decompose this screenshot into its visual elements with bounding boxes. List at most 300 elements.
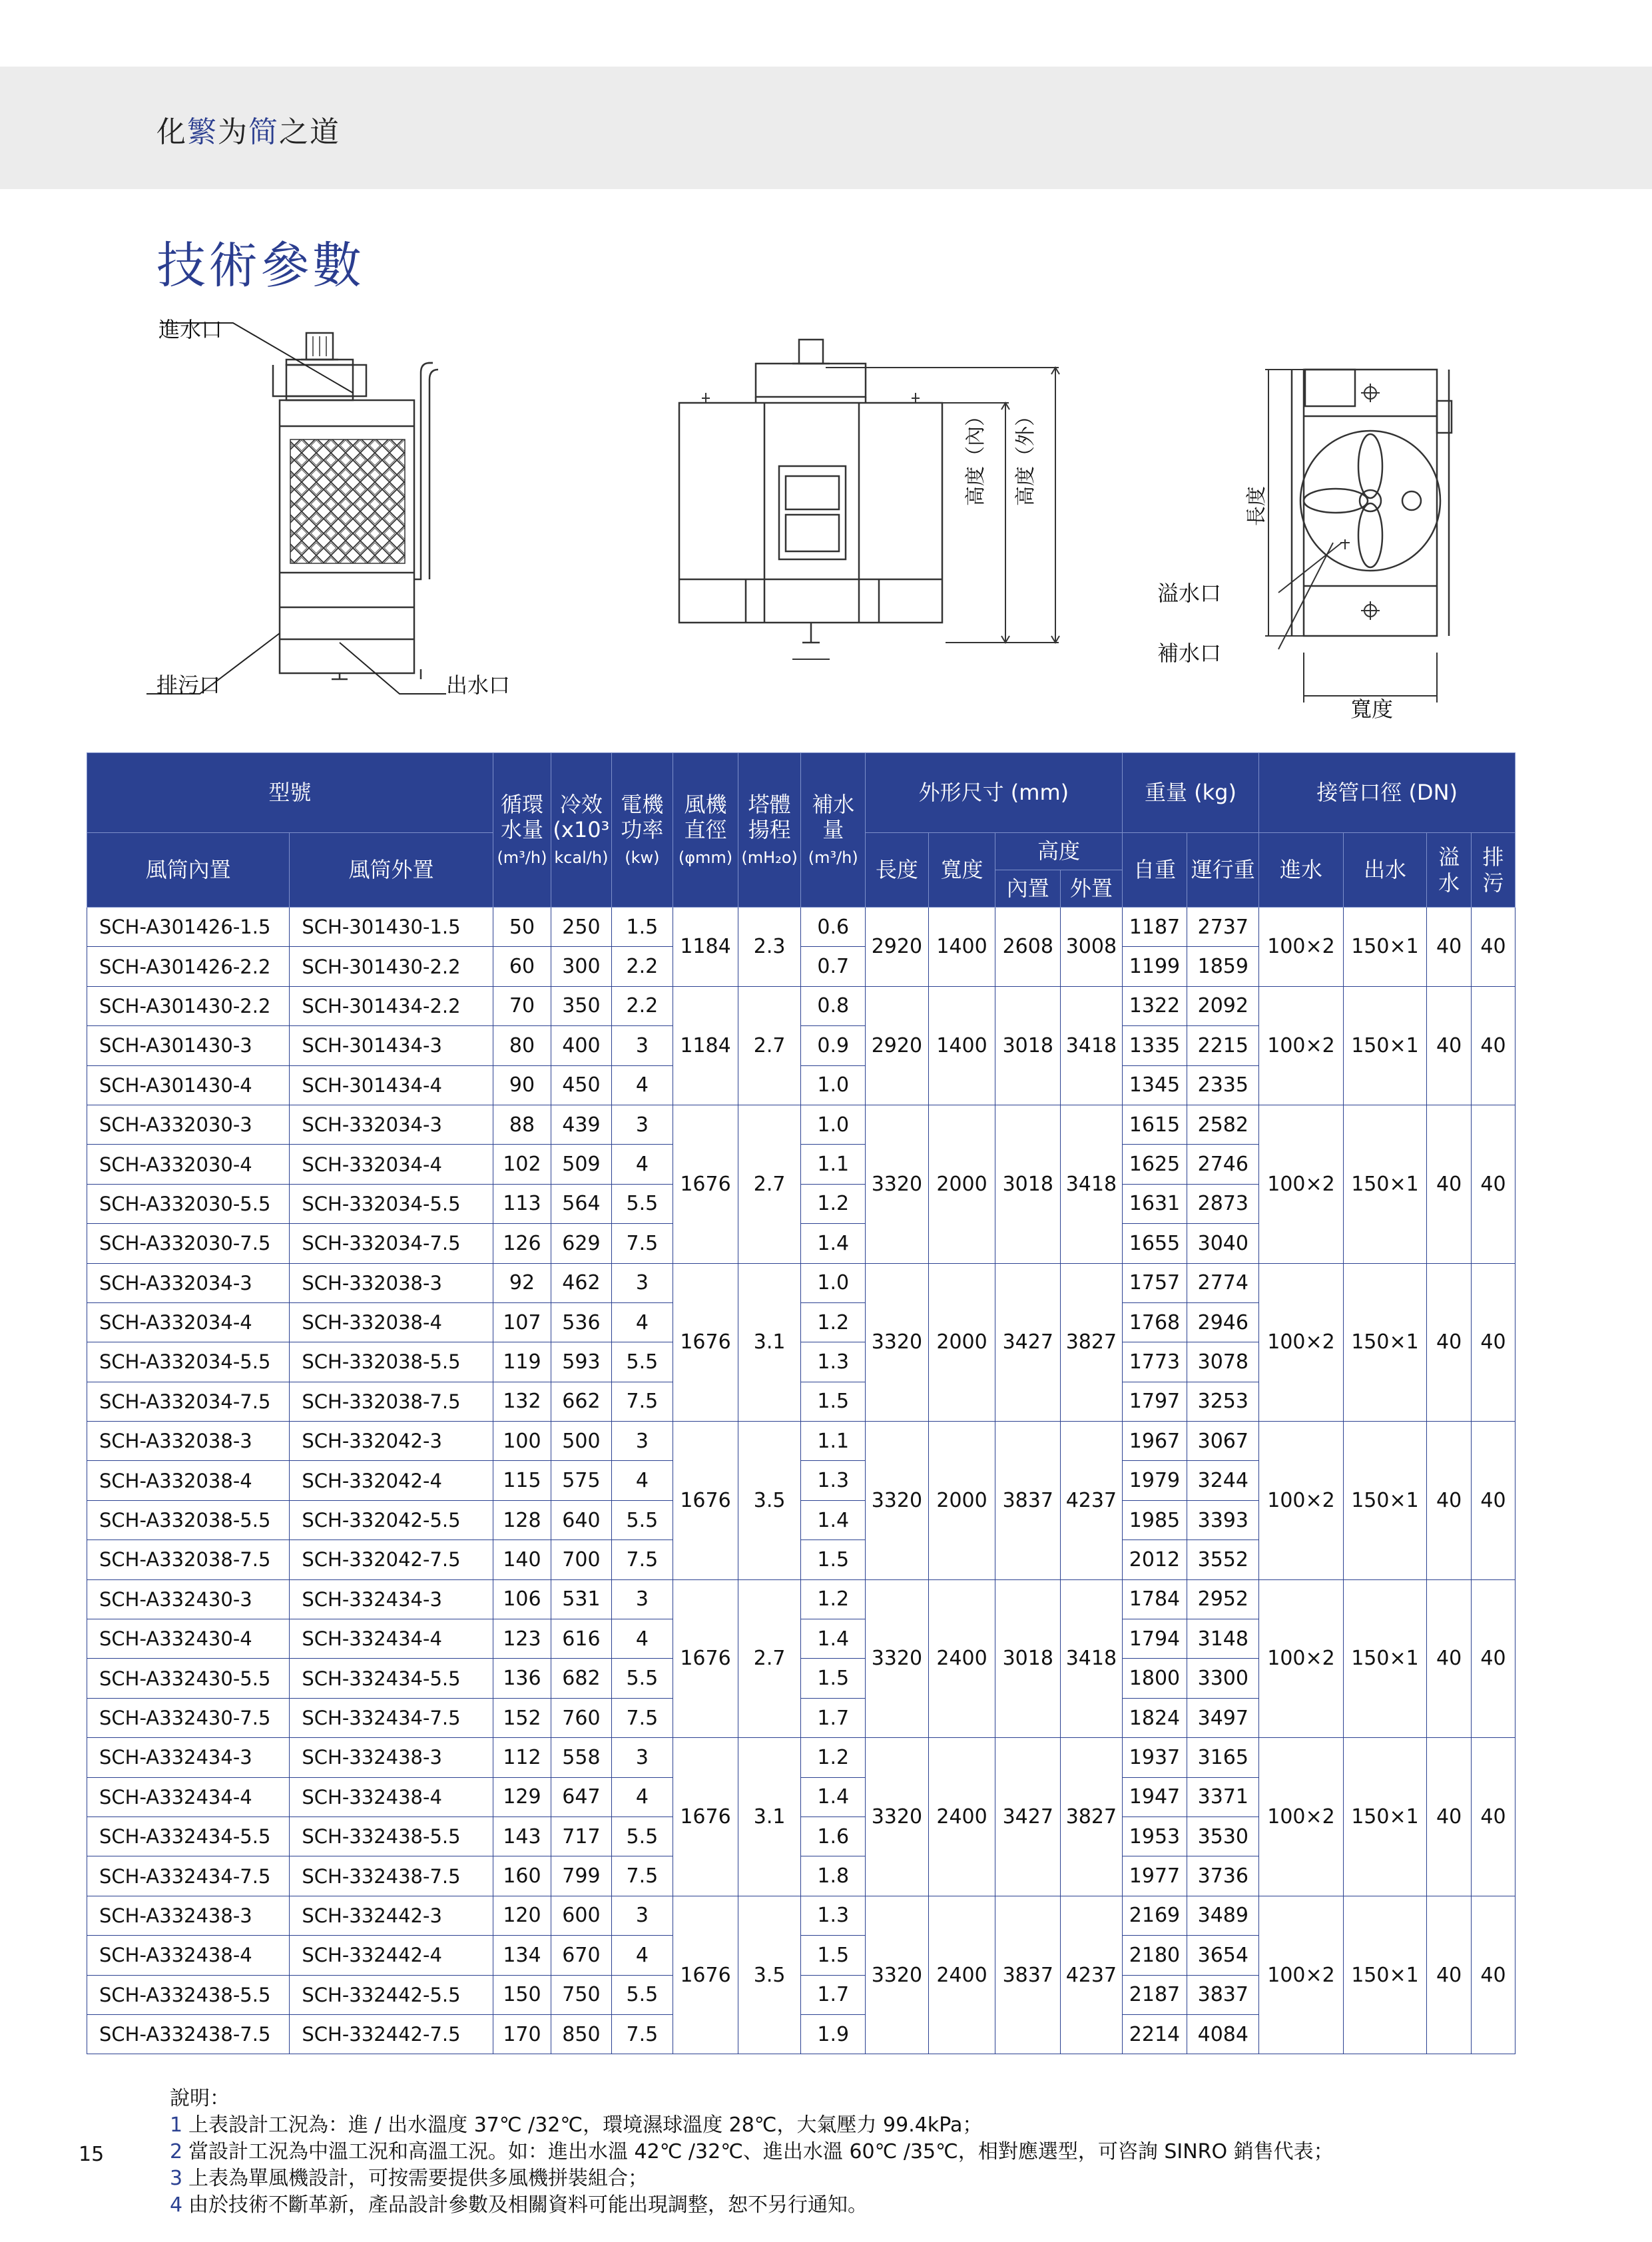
- cell-cooling: 670: [551, 1936, 611, 1975]
- th-height-in: 內置: [995, 870, 1061, 908]
- cell-makeup: 1.3: [801, 1896, 866, 1935]
- cell-model-inner: SCH-A332430-5.5: [87, 1659, 290, 1698]
- cell-fan: 1676: [673, 1738, 738, 1896]
- cell-makeup: 1.2: [801, 1302, 866, 1342]
- cell-motor: 4: [611, 1619, 673, 1659]
- cell-model-outer: SCH-332442-3: [290, 1896, 493, 1935]
- cell-model-inner: SCH-A332030-5.5: [87, 1184, 290, 1223]
- cell-op-weight: 2335: [1187, 1065, 1259, 1105]
- cell-self-weight: 1615: [1122, 1105, 1187, 1144]
- cell-self-weight: 1800: [1122, 1659, 1187, 1698]
- overflow-label: 溢水口: [1157, 581, 1222, 606]
- cell-flow: 102: [493, 1145, 551, 1184]
- cell-op-weight: 3253: [1187, 1382, 1259, 1421]
- cell-model-outer: SCH-332042-4: [290, 1461, 493, 1500]
- cell-flow: 113: [493, 1184, 551, 1223]
- cell-cooling: 462: [551, 1263, 611, 1302]
- cell-height-out: 3008: [1061, 908, 1123, 987]
- cell-flow: 152: [493, 1698, 551, 1737]
- cell-cooling: 750: [551, 1975, 611, 2014]
- cell-cooling: 250: [551, 908, 611, 947]
- cell-model-outer: SCH-332034-3: [290, 1105, 493, 1144]
- cell-makeup: 1.3: [801, 1342, 866, 1382]
- cell-length: 3320: [866, 1263, 929, 1422]
- cell-height-out: 3827: [1061, 1738, 1123, 1896]
- cell-cooling: 629: [551, 1224, 611, 1263]
- cell-op-weight: 2746: [1187, 1145, 1259, 1184]
- cell-height-out: 3418: [1061, 1579, 1123, 1738]
- cell-cooling: 600: [551, 1896, 611, 1935]
- table-row: [87, 1263, 1515, 1302]
- cell-flow: 100: [493, 1422, 551, 1461]
- cell-motor: 7.5: [611, 1540, 673, 1579]
- table-row: [87, 1422, 1515, 1461]
- cell-height-in: 3427: [995, 1738, 1061, 1896]
- cell-motor: 5.5: [611, 1975, 673, 2014]
- cell-makeup: 1.9: [801, 2014, 866, 2054]
- cell-makeup: 1.5: [801, 1659, 866, 1698]
- cell-pipe-drain: 40: [1472, 986, 1515, 1105]
- cell-cooling: 500: [551, 1422, 611, 1461]
- cell-width: 2000: [928, 1105, 995, 1263]
- cell-model-outer: SCH-301434-2.2: [290, 986, 493, 1025]
- cell-flow: 134: [493, 1936, 551, 1975]
- th-pipe-out: 出水: [1343, 833, 1426, 908]
- cell-self-weight: 1322: [1122, 986, 1187, 1025]
- cell-flow: 115: [493, 1461, 551, 1500]
- cell-op-weight: 2737: [1187, 908, 1259, 947]
- cell-makeup: 1.2: [801, 1738, 866, 1777]
- cell-flow: 170: [493, 2014, 551, 2054]
- cell-op-weight: 3300: [1187, 1659, 1259, 1698]
- cell-makeup: 1.8: [801, 1856, 866, 1896]
- cell-model-inner: SCH-A332438-5.5: [87, 1975, 290, 2014]
- cell-self-weight: 1757: [1122, 1263, 1187, 1302]
- cell-motor: 7.5: [611, 1224, 673, 1263]
- cell-flow: 128: [493, 1500, 551, 1540]
- spec-table: [87, 752, 1515, 2054]
- cell-self-weight: 1345: [1122, 1065, 1187, 1105]
- cell-pipe-out: 150×1: [1343, 986, 1426, 1105]
- cell-cooling: 564: [551, 1184, 611, 1223]
- cell-flow: 112: [493, 1738, 551, 1777]
- cell-pipe-overflow: 40: [1427, 1105, 1472, 1263]
- note-item: 2 當設計工況為中溫工況和高溫工況。如：進出水溫 42℃ /32℃、進出水溫 60℃ /35℃，相對應選型，可咨詢 SINRO 銷售代表；: [170, 2140, 1334, 2163]
- cell-head: 3.5: [738, 1422, 801, 1580]
- cell-pipe-overflow: 40: [1427, 1263, 1472, 1422]
- cell-self-weight: 1947: [1122, 1777, 1187, 1817]
- cell-makeup: 1.0: [801, 1065, 866, 1105]
- cell-makeup: 0.7: [801, 947, 866, 986]
- length-label: 長度: [1245, 486, 1268, 526]
- note-item: 4 由於技術不斷革新，產品設計參數及相關資料可能出現調整，恕不另行通知。: [170, 2193, 868, 2217]
- cell-motor: 3: [611, 1896, 673, 1935]
- cell-flow: 60: [493, 947, 551, 986]
- cell-cooling: 662: [551, 1382, 611, 1421]
- height-outer-label: 高度（外）: [1014, 406, 1037, 506]
- cell-model-outer: SCH-301434-4: [290, 1065, 493, 1105]
- cell-model-outer: SCH-332034-4: [290, 1145, 493, 1184]
- section-title: 技術參數: [156, 237, 364, 294]
- cell-motor: 1.5: [611, 908, 673, 947]
- cell-flow: 150: [493, 1975, 551, 2014]
- cell-head: 2.7: [738, 986, 801, 1105]
- cell-model-outer: SCH-332038-5.5: [290, 1342, 493, 1382]
- cell-width: 2000: [928, 1263, 995, 1422]
- cell-model-inner: SCH-A332438-4: [87, 1936, 290, 1975]
- cell-flow: 132: [493, 1382, 551, 1421]
- note-item: 1 上表設計工況為：進 / 出水溫度 37℃ /32℃，環境濕球溫度 28℃，大氣壓力 99.4kPa；: [170, 2113, 983, 2137]
- th-fan: 風機直徑 (φmm): [673, 753, 738, 908]
- cell-self-weight: 2180: [1122, 1936, 1187, 1975]
- cell-model-inner: SCH-A332030-4: [87, 1145, 290, 1184]
- cell-pipe-in: 100×2: [1259, 1579, 1343, 1738]
- cell-self-weight: 1768: [1122, 1302, 1187, 1342]
- cell-head: 3.1: [738, 1738, 801, 1896]
- th-pipe: 接管口徑 (DN): [1259, 753, 1515, 833]
- cell-makeup: 1.2: [801, 1579, 866, 1619]
- cell-model-inner: SCH-A332038-5.5: [87, 1500, 290, 1540]
- cell-cooling: 509: [551, 1145, 611, 1184]
- cell-makeup: 1.1: [801, 1422, 866, 1461]
- cell-model-outer: SCH-332434-3: [290, 1579, 493, 1619]
- cell-pipe-overflow: 40: [1427, 1896, 1472, 2054]
- cell-cooling: 700: [551, 1540, 611, 1579]
- cell-model-outer: SCH-301430-2.2: [290, 947, 493, 986]
- cell-model-outer: SCH-332042-5.5: [290, 1500, 493, 1540]
- cell-model-inner: SCH-A301426-1.5: [87, 908, 290, 947]
- th-width: 寬度: [928, 833, 995, 908]
- cell-cooling: 400: [551, 1026, 611, 1065]
- cell-model-outer: SCH-332034-7.5: [290, 1224, 493, 1263]
- cell-makeup: 1.4: [801, 1500, 866, 1540]
- cell-cooling: 850: [551, 2014, 611, 2054]
- cell-width: 1400: [928, 908, 995, 987]
- side-view-diagram: [133, 306, 506, 706]
- cell-flow: 136: [493, 1659, 551, 1698]
- th-length: 長度: [866, 833, 929, 908]
- cell-pipe-overflow: 40: [1427, 1738, 1472, 1896]
- th-pipe-overflow: 溢水: [1427, 833, 1472, 908]
- cell-length: 3320: [866, 1738, 929, 1896]
- cell-makeup: 1.5: [801, 1936, 866, 1975]
- cell-model-inner: SCH-A301426-2.2: [87, 947, 290, 986]
- cell-pipe-drain: 40: [1472, 1896, 1515, 2054]
- cell-model-inner: SCH-A332038-7.5: [87, 1540, 290, 1579]
- cell-head: 3.1: [738, 1263, 801, 1422]
- table-row: [87, 986, 1515, 1025]
- cell-motor: 7.5: [611, 1698, 673, 1737]
- cell-fan: 1676: [673, 1422, 738, 1580]
- cell-model-outer: SCH-332038-4: [290, 1302, 493, 1342]
- table-row: [87, 908, 1515, 947]
- cell-width: 2400: [928, 1579, 995, 1738]
- cell-flow: 88: [493, 1105, 551, 1144]
- cell-self-weight: 1967: [1122, 1422, 1187, 1461]
- cell-op-weight: 1859: [1187, 947, 1259, 986]
- cell-model-outer: SCH-332434-4: [290, 1619, 493, 1659]
- cell-flow: 160: [493, 1856, 551, 1896]
- cell-model-inner: SCH-A332438-3: [87, 1896, 290, 1935]
- cell-model-outer: SCH-332042-7.5: [290, 1540, 493, 1579]
- cell-height-in: 3018: [995, 986, 1061, 1105]
- cell-height-out: 4237: [1061, 1422, 1123, 1580]
- cell-makeup: 1.7: [801, 1698, 866, 1737]
- cell-pipe-out: 150×1: [1343, 1738, 1426, 1896]
- cell-motor: 3: [611, 1026, 673, 1065]
- cell-flow: 50: [493, 908, 551, 947]
- cell-motor: 5.5: [611, 1659, 673, 1698]
- cell-height-out: 4237: [1061, 1896, 1123, 2054]
- cell-fan: 1676: [673, 1579, 738, 1738]
- cell-self-weight: 1655: [1122, 1224, 1187, 1263]
- cell-makeup: 1.1: [801, 1145, 866, 1184]
- cell-pipe-in: 100×2: [1259, 1105, 1343, 1263]
- cell-motor: 7.5: [611, 1856, 673, 1896]
- cell-model-outer: SCH-332438-3: [290, 1738, 493, 1777]
- cell-model-inner: SCH-A332038-4: [87, 1461, 290, 1500]
- cell-op-weight: 3393: [1187, 1500, 1259, 1540]
- cell-pipe-out: 150×1: [1343, 1105, 1426, 1263]
- cell-cooling: 647: [551, 1777, 611, 1817]
- cell-op-weight: 3654: [1187, 1936, 1259, 1975]
- cell-makeup: 0.9: [801, 1026, 866, 1065]
- cell-fan: 1676: [673, 1896, 738, 2054]
- cell-makeup: 1.4: [801, 1224, 866, 1263]
- cell-cooling: 300: [551, 947, 611, 986]
- cell-self-weight: 1335: [1122, 1026, 1187, 1065]
- cell-model-inner: SCH-A332030-3: [87, 1105, 290, 1144]
- cell-model-inner: SCH-A332034-3: [87, 1263, 290, 1302]
- table-row: [87, 1738, 1515, 1777]
- cell-flow: 120: [493, 1896, 551, 1935]
- cell-height-in: 3837: [995, 1896, 1061, 2054]
- cell-model-outer: SCH-332434-7.5: [290, 1698, 493, 1737]
- cell-head: 3.5: [738, 1896, 801, 2054]
- makeup-label: 補水口: [1157, 641, 1222, 666]
- cell-width: 1400: [928, 986, 995, 1105]
- cell-flow: 143: [493, 1817, 551, 1856]
- cell-model-outer: SCH-332038-7.5: [290, 1382, 493, 1421]
- cell-pipe-in: 100×2: [1259, 1896, 1343, 2054]
- cell-flow: 70: [493, 986, 551, 1025]
- table-row: [87, 1896, 1515, 1935]
- cell-motor: 5.5: [611, 1342, 673, 1382]
- th-model-inner: 風筒內置: [87, 833, 290, 908]
- th-head: 塔體揚程 (mH₂o): [738, 753, 801, 908]
- cell-pipe-drain: 40: [1472, 1263, 1515, 1422]
- cell-motor: 5.5: [611, 1184, 673, 1223]
- th-motor: 電機功率 (kw): [611, 753, 673, 908]
- cell-cooling: 593: [551, 1342, 611, 1382]
- cell-model-inner: SCH-A332434-5.5: [87, 1817, 290, 1856]
- cell-op-weight: 2952: [1187, 1579, 1259, 1619]
- cell-op-weight: 2215: [1187, 1026, 1259, 1065]
- cell-model-inner: SCH-A332034-4: [87, 1302, 290, 1342]
- cell-pipe-in: 100×2: [1259, 1263, 1343, 1422]
- cell-makeup: 1.5: [801, 1382, 866, 1421]
- cell-width: 2400: [928, 1896, 995, 2054]
- cell-model-inner: SCH-A332038-3: [87, 1422, 290, 1461]
- cell-motor: 3: [611, 1422, 673, 1461]
- cell-motor: 2.2: [611, 947, 673, 986]
- cell-self-weight: 1794: [1122, 1619, 1187, 1659]
- page-number: 15: [79, 2143, 105, 2166]
- cell-head: 2.3: [738, 908, 801, 987]
- cell-pipe-overflow: 40: [1427, 908, 1472, 987]
- cell-cooling: 439: [551, 1105, 611, 1144]
- cell-makeup: 0.6: [801, 908, 866, 947]
- cell-motor: 3: [611, 1738, 673, 1777]
- cell-pipe-out: 150×1: [1343, 1579, 1426, 1738]
- outlet-label: 出水口: [446, 673, 511, 698]
- cell-makeup: 1.4: [801, 1777, 866, 1817]
- cell-flow: 123: [493, 1619, 551, 1659]
- cell-pipe-in: 100×2: [1259, 908, 1343, 987]
- cell-op-weight: 3371: [1187, 1777, 1259, 1817]
- cell-motor: 5.5: [611, 1500, 673, 1540]
- cell-self-weight: 1985: [1122, 1500, 1187, 1540]
- cell-makeup: 1.6: [801, 1817, 866, 1856]
- th-op-weight: 運行重: [1187, 833, 1259, 908]
- cell-model-inner: SCH-A332434-4: [87, 1777, 290, 1817]
- cell-flow: 92: [493, 1263, 551, 1302]
- cell-self-weight: 1824: [1122, 1698, 1187, 1737]
- cell-model-outer: SCH-332034-5.5: [290, 1184, 493, 1223]
- cell-length: 2920: [866, 986, 929, 1105]
- cell-cooling: 717: [551, 1817, 611, 1856]
- cell-op-weight: 3489: [1187, 1896, 1259, 1935]
- cell-motor: 4: [611, 1065, 673, 1105]
- cell-model-outer: SCH-332442-7.5: [290, 2014, 493, 2054]
- cell-op-weight: 4084: [1187, 2014, 1259, 2054]
- cell-pipe-drain: 40: [1472, 1579, 1515, 1738]
- cell-fan: 1184: [673, 986, 738, 1105]
- cell-motor: 7.5: [611, 1382, 673, 1421]
- cell-self-weight: 1979: [1122, 1461, 1187, 1500]
- cell-pipe-out: 150×1: [1343, 908, 1426, 987]
- cell-model-inner: SCH-A332430-4: [87, 1619, 290, 1659]
- cell-motor: 3: [611, 1105, 673, 1144]
- cell-model-inner: SCH-A332034-5.5: [87, 1342, 290, 1382]
- cell-self-weight: 1631: [1122, 1184, 1187, 1223]
- th-cooling: 冷效(x10³ kcal/h): [551, 753, 611, 908]
- cell-flow: 106: [493, 1579, 551, 1619]
- cell-model-outer: SCH-301430-1.5: [290, 908, 493, 947]
- cell-op-weight: 3067: [1187, 1422, 1259, 1461]
- height-inner-label: 高度（內）: [964, 406, 987, 506]
- cell-pipe-out: 150×1: [1343, 1422, 1426, 1580]
- cell-motor: 4: [611, 1777, 673, 1817]
- cell-op-weight: 2873: [1187, 1184, 1259, 1223]
- th-model: 型號: [87, 753, 493, 833]
- cell-model-inner: SCH-A332034-7.5: [87, 1382, 290, 1421]
- cell-makeup: 0.8: [801, 986, 866, 1025]
- cell-op-weight: 3530: [1187, 1817, 1259, 1856]
- th-height: 高度: [995, 833, 1122, 870]
- cell-op-weight: 3552: [1187, 1540, 1259, 1579]
- cell-height-in: 3018: [995, 1105, 1061, 1263]
- cell-model-inner: SCH-A332434-3: [87, 1738, 290, 1777]
- cell-length: 3320: [866, 1422, 929, 1580]
- cell-flow: 129: [493, 1777, 551, 1817]
- cell-self-weight: 1784: [1122, 1579, 1187, 1619]
- cell-op-weight: 3837: [1187, 1975, 1259, 2014]
- cell-motor: 4: [611, 1461, 673, 1500]
- th-pipe-drain: 排污: [1472, 833, 1515, 908]
- cell-model-inner: SCH-A332430-7.5: [87, 1698, 290, 1737]
- cell-model-outer: SCH-332438-7.5: [290, 1856, 493, 1896]
- cell-model-inner: SCH-A301430-4: [87, 1065, 290, 1105]
- cell-fan: 1184: [673, 908, 738, 987]
- cell-height-out: 3418: [1061, 986, 1123, 1105]
- cell-model-outer: SCH-332038-3: [290, 1263, 493, 1302]
- inlet-label: 進水口: [158, 317, 223, 342]
- cell-motor: 7.5: [611, 2014, 673, 2054]
- cell-self-weight: 2214: [1122, 2014, 1187, 2054]
- cell-motor: 3: [611, 1579, 673, 1619]
- cell-fan: 1676: [673, 1105, 738, 1263]
- cell-self-weight: 1199: [1122, 947, 1187, 986]
- notes: [170, 2086, 1334, 2219]
- note-item: 3 上表為單風機設計，可按需要提供多風機拼裝組合；: [170, 2167, 648, 2190]
- cell-height-in: 3018: [995, 1579, 1061, 1738]
- cell-height-in: 3837: [995, 1422, 1061, 1580]
- cell-model-inner: SCH-A301430-2.2: [87, 986, 290, 1025]
- cell-model-inner: SCH-A332430-3: [87, 1579, 290, 1619]
- cell-model-outer: SCH-301434-3: [290, 1026, 493, 1065]
- cell-pipe-out: 150×1: [1343, 1896, 1426, 2054]
- cell-height-out: 3418: [1061, 1105, 1123, 1263]
- cell-pipe-in: 100×2: [1259, 1422, 1343, 1580]
- cell-makeup: 1.0: [801, 1105, 866, 1144]
- cell-makeup: 1.5: [801, 1540, 866, 1579]
- cell-cooling: 799: [551, 1856, 611, 1896]
- notes-title: 說明：: [170, 2087, 230, 2110]
- cell-height-out: 3827: [1061, 1263, 1123, 1422]
- cell-self-weight: 2169: [1122, 1896, 1187, 1935]
- cell-self-weight: 1773: [1122, 1342, 1187, 1382]
- cell-model-outer: SCH-332438-5.5: [290, 1817, 493, 1856]
- cell-length: 3320: [866, 1896, 929, 2054]
- cell-flow: 126: [493, 1224, 551, 1263]
- cell-cooling: 575: [551, 1461, 611, 1500]
- cell-width: 2400: [928, 1738, 995, 1896]
- cell-model-inner: SCH-A301430-3: [87, 1026, 290, 1065]
- table-row: [87, 1579, 1515, 1619]
- cell-self-weight: 1937: [1122, 1738, 1187, 1777]
- cell-pipe-overflow: 40: [1427, 1579, 1472, 1738]
- cell-flow: 140: [493, 1540, 551, 1579]
- cell-pipe-in: 100×2: [1259, 986, 1343, 1105]
- th-pipe-in: 進水: [1259, 833, 1343, 908]
- cell-cooling: 536: [551, 1302, 611, 1342]
- cell-motor: 4: [611, 1936, 673, 1975]
- cell-motor: 4: [611, 1302, 673, 1342]
- cell-cooling: 350: [551, 986, 611, 1025]
- cell-height-in: 3427: [995, 1263, 1061, 1422]
- cell-op-weight: 3244: [1187, 1461, 1259, 1500]
- cell-op-weight: 3497: [1187, 1698, 1259, 1737]
- cell-model-outer: SCH-332042-3: [290, 1422, 493, 1461]
- cell-op-weight: 3148: [1187, 1619, 1259, 1659]
- cell-op-weight: 2774: [1187, 1263, 1259, 1302]
- cell-height-in: 2608: [995, 908, 1061, 987]
- tagline: 化繁为简之道: [156, 115, 340, 149]
- cell-self-weight: 1977: [1122, 1856, 1187, 1896]
- cell-flow: 90: [493, 1065, 551, 1105]
- cell-op-weight: 3078: [1187, 1342, 1259, 1382]
